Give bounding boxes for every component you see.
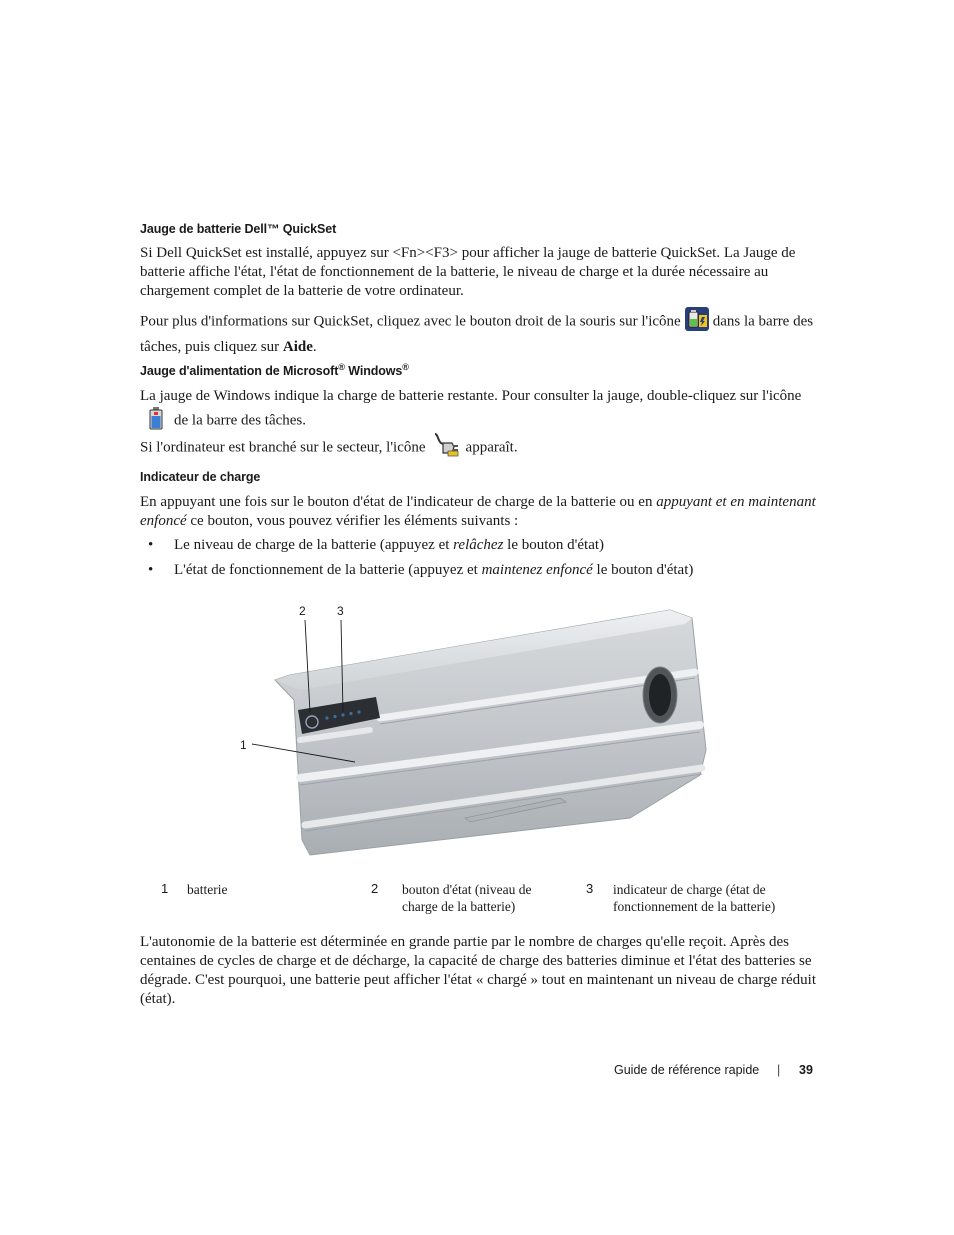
windows-paragraph-2: Si l'ordinateur est branché sur le secteur, l'icône apparaît.: [140, 431, 816, 465]
legend-number: 3: [586, 881, 594, 896]
footer-separator: |: [777, 1063, 781, 1077]
heading-windows: Jauge d'alimentation de Microsoft® Windows®: [140, 362, 409, 379]
page-number: 39: [799, 1063, 813, 1077]
bullet-1: Le niveau de charge de la batterie (appuyez et relâchez le bouton d'état): [174, 537, 605, 553]
legend-number: 2: [371, 881, 379, 896]
charge-paragraph: En appuyant une fois sur le bouton d'état de l'indicateur de charge de la batterie ou en appuyant et en maintenant enfoncé ce bouton, vous pouvez vérifier les éléments suivants :: [140, 494, 816, 529]
callout-3: 3: [337, 604, 344, 618]
callout-2: 2: [299, 604, 306, 618]
footer-title: Guide de référence rapide: [614, 1063, 760, 1077]
quickset-paragraph-2: Pour plus d'informations sur QuickSet, cliquez avec le bouton droit de la souris sur l'icône dans la barre des tâches, puis cliquez sur Aide.: [140, 306, 816, 357]
closing-paragraph: L'autonomie de la batterie est déterminée en grande partie par le nombre de charges qu'elle reçoit. Après des centaines de cycles de charge et de décharge, la capacité de charge des batteries diminue et l'état des batteries se dégrade. C'est pourquoi, une batterie peut afficher l'état « chargé » tout en maintenant un niveau de charge réduit (état).: [140, 934, 816, 1007]
windows-paragraph-1: La jauge de Windows indique la charge de batterie restante. Pour consulter la jauge, double-cliquez sur l'icônede la barre des tâches.: [140, 387, 816, 436]
ac-plug-icon: [432, 431, 460, 465]
bullet-2-marker: •: [148, 562, 154, 578]
quickset-paragraph-1: Si Dell QuickSet est installé, appuyez sur <Fn><F3> pour afficher la jauge de batterie QuickSet. La Jauge de batterie affiche l'état, l'état de fonctionnement de la batterie, le niveau de charge et la durée nécessaire au chargement complet de la batterie de votre ordinateur.: [140, 245, 796, 299]
legend-text: batterie: [187, 882, 228, 897]
quickset-battery-icon: [684, 306, 710, 338]
battery-illustration: [230, 600, 720, 865]
callout-1: 1: [240, 738, 247, 752]
bullet-2: L'état de fonctionnement de la batterie (appuyez et maintenez enfoncé le bouton d'état): [174, 562, 694, 578]
legend-number: 1: [161, 881, 169, 896]
heading-charge-indicator: Indicateur de charge: [140, 470, 261, 484]
legend-text: indicateur de charge (état de fonctionnement de la batterie): [613, 882, 776, 914]
bullet-1-marker: •: [148, 537, 154, 553]
heading-quickset: Jauge de batterie Dell™ QuickSet: [140, 222, 337, 236]
legend-text: bouton d'état (niveau de charge de la batterie): [402, 882, 532, 914]
